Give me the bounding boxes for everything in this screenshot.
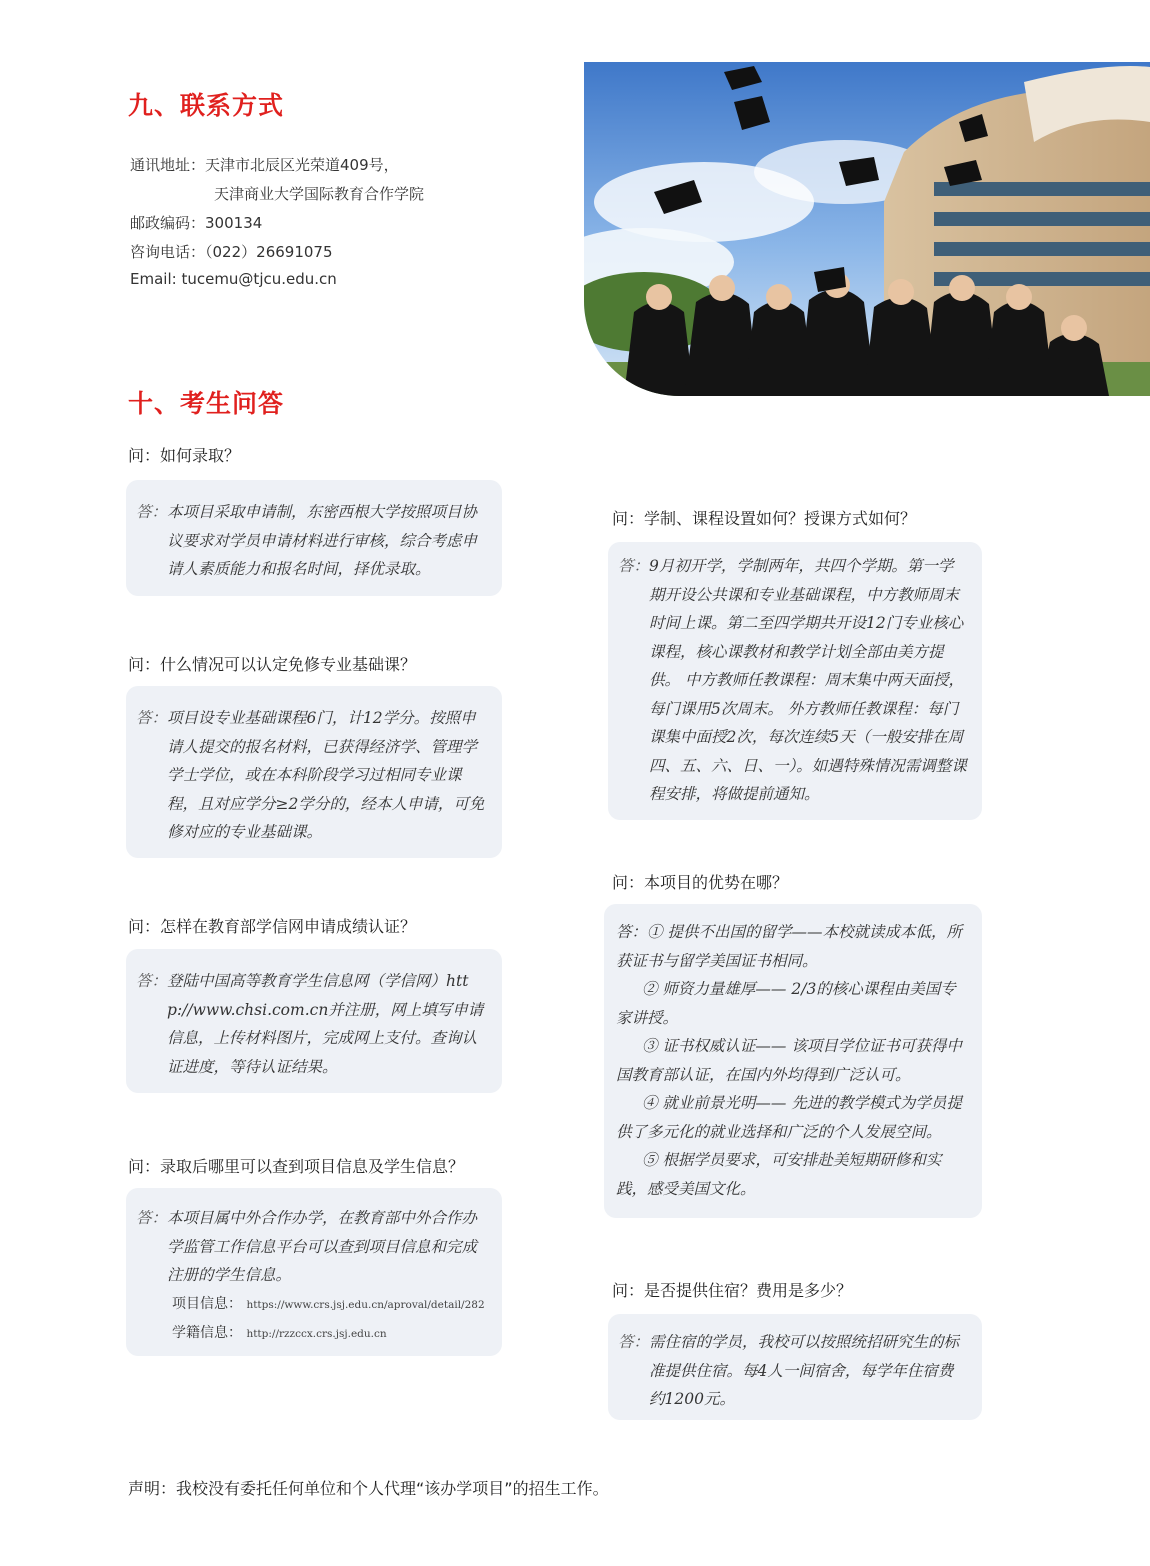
answer-5-text: 9月初开学，学制两年，共四个学期。第一学期开设公共课和专业基础课程，中方教师周末时间上课。第二至四学期共开设12门专业核心课程，核心课教材和教学计划全部由美方提供。 中方教师任教课程：周末集中两天面授，每门课用5次周末。 外方教师任教课程：每门课集中面授2次，每次连续5天（一般安排在周四、五、六、日、一）。如遇特殊情况需调整课程安排，将做提前通知。 bbox=[649, 557, 967, 803]
advantage-4-text: ④ 就业前景光明—— 先进的教学模式为学员提供了多元化的就业选择和广泛的个人发展空间。 bbox=[616, 1094, 962, 1141]
answer-6-prefix: 答： bbox=[616, 923, 648, 941]
advantage-3 bbox=[616, 1032, 968, 1089]
advantage-5 bbox=[616, 1146, 968, 1203]
email-label: Email: bbox=[130, 270, 177, 288]
answer-3-box bbox=[126, 949, 502, 1093]
advantage-2-text: ② 师资力量雄厚—— 2/3的核心课程由美国专家讲授。 bbox=[616, 980, 956, 1027]
project-info-row bbox=[136, 1290, 488, 1320]
answer-6-box bbox=[604, 904, 982, 1218]
phone-value: （022）26691075 bbox=[205, 243, 333, 261]
question-2: 问：什么情况可以认定免修专业基础课？ bbox=[128, 655, 417, 674]
advantage-1-text: ① 提供不出国的留学——本校就读成本低，所获证书与留学美国证书相同。 bbox=[616, 923, 962, 970]
answer-2-text: 项目设专业基础课程6门，计12学分。按照申请人提交的报名材料，已获得经济学、管理学学士学位，或在本科阶段学习过相同专业课程，且对应学分≥2学分的，经本人申请，可免修对应的专业基础课。 bbox=[167, 709, 485, 841]
answer-2-box bbox=[126, 686, 502, 858]
answer-2-prefix: 答： bbox=[136, 709, 168, 727]
answer-5-box bbox=[608, 542, 982, 820]
faq-title: 十、考生问答 bbox=[128, 389, 285, 418]
question-5: 问：学制、课程设置如何？授课方式如何？ bbox=[612, 509, 917, 528]
project-info-label: 项目信息： bbox=[172, 1295, 242, 1312]
answer-3-text: 登陆中国高等教育学生信息网（学信网）http://www.chsi.com.cn并注册，网上填写申请信息，上传材料图片，完成网上支付。查询认证进度，等待认证结果。 bbox=[167, 972, 484, 1076]
advantage-1 bbox=[616, 918, 968, 975]
student-info-row bbox=[136, 1319, 488, 1349]
answer-1-text: 本项目采取申请制，东密西根大学按照项目协议要求对学员申请材料进行审核，综合考虑申请人素质能力和报名时间，择优录取。 bbox=[167, 503, 478, 578]
student-info-label: 学籍信息： bbox=[172, 1325, 242, 1341]
advantage-4 bbox=[616, 1089, 968, 1146]
answer-7-box bbox=[608, 1314, 982, 1420]
phone-line bbox=[130, 241, 333, 262]
question-3: 问：怎样在教育部学信网申请成绩认证？ bbox=[128, 917, 417, 936]
answer-7-prefix: 答： bbox=[618, 1333, 650, 1351]
disclaimer-notice: 声明：我校没有委托任何单位和个人代理“该办学项目”的招生工作。 bbox=[128, 1479, 609, 1498]
answer-5-prefix: 答： bbox=[618, 557, 650, 575]
graduation-photo-svg bbox=[584, 62, 1150, 396]
answer-1-box bbox=[126, 480, 502, 596]
postcode-label: 邮政编码： bbox=[130, 214, 206, 232]
address-line2: 天津商业大学国际教育合作学院 bbox=[214, 185, 425, 203]
student-info-url[interactable]: http://rzzccx.crs.jsj.edu.cn bbox=[246, 1328, 387, 1340]
answer-4-prefix: 答： bbox=[136, 1209, 168, 1227]
postcode-value: 300134 bbox=[205, 214, 263, 232]
question-7: 问：是否提供住宿？费用是多少？ bbox=[612, 1281, 853, 1300]
postcode-line bbox=[130, 212, 262, 233]
answer-4-text: 本项目属中外合作办学，在教育部中外合作办学监管工作信息平台可以查到项目信息和完成注册的学生信息。 bbox=[167, 1209, 478, 1284]
graduation-photo bbox=[584, 62, 1150, 396]
address-line1 bbox=[130, 154, 399, 175]
contact-title: 九、联系方式 bbox=[128, 91, 285, 120]
email-value[interactable]: tucemu@tjcu.edu.cn bbox=[181, 270, 337, 288]
email-line bbox=[130, 270, 337, 288]
advantage-2 bbox=[616, 975, 968, 1032]
advantage-3-text: ③ 证书权威认证—— 该项目学位证书可获得中国教育部认证，在国内外均得到广泛认可。 bbox=[616, 1037, 962, 1084]
question-1: 问：如何录取？ bbox=[128, 446, 241, 465]
answer-4-box bbox=[126, 1188, 502, 1356]
address-label: 通讯地址： bbox=[130, 156, 206, 174]
answer-7-text: 需住宿的学员，我校可以按照统招研究生的标准提供住宿。每4人一间宿舍，每学年住宿费约1200元。 bbox=[649, 1333, 960, 1408]
question-6: 问：本项目的优势在哪？ bbox=[612, 873, 789, 892]
advantage-5-text: ⑤ 根据学员要求，可安排赴美短期研修和实践，感受美国文化。 bbox=[616, 1151, 942, 1198]
question-4: 问：录取后哪里可以查到项目信息及学生信息？ bbox=[128, 1157, 465, 1176]
project-info-url[interactable]: https://www.crs.jsj.edu.cn/aproval/detail/282 bbox=[246, 1298, 485, 1311]
answer-1-prefix: 答： bbox=[136, 503, 168, 521]
answer-3-prefix: 答： bbox=[136, 972, 168, 990]
address-value-1: 天津市北辰区光荣道409号， bbox=[205, 156, 399, 174]
phone-label: 咨询电话： bbox=[130, 243, 206, 261]
